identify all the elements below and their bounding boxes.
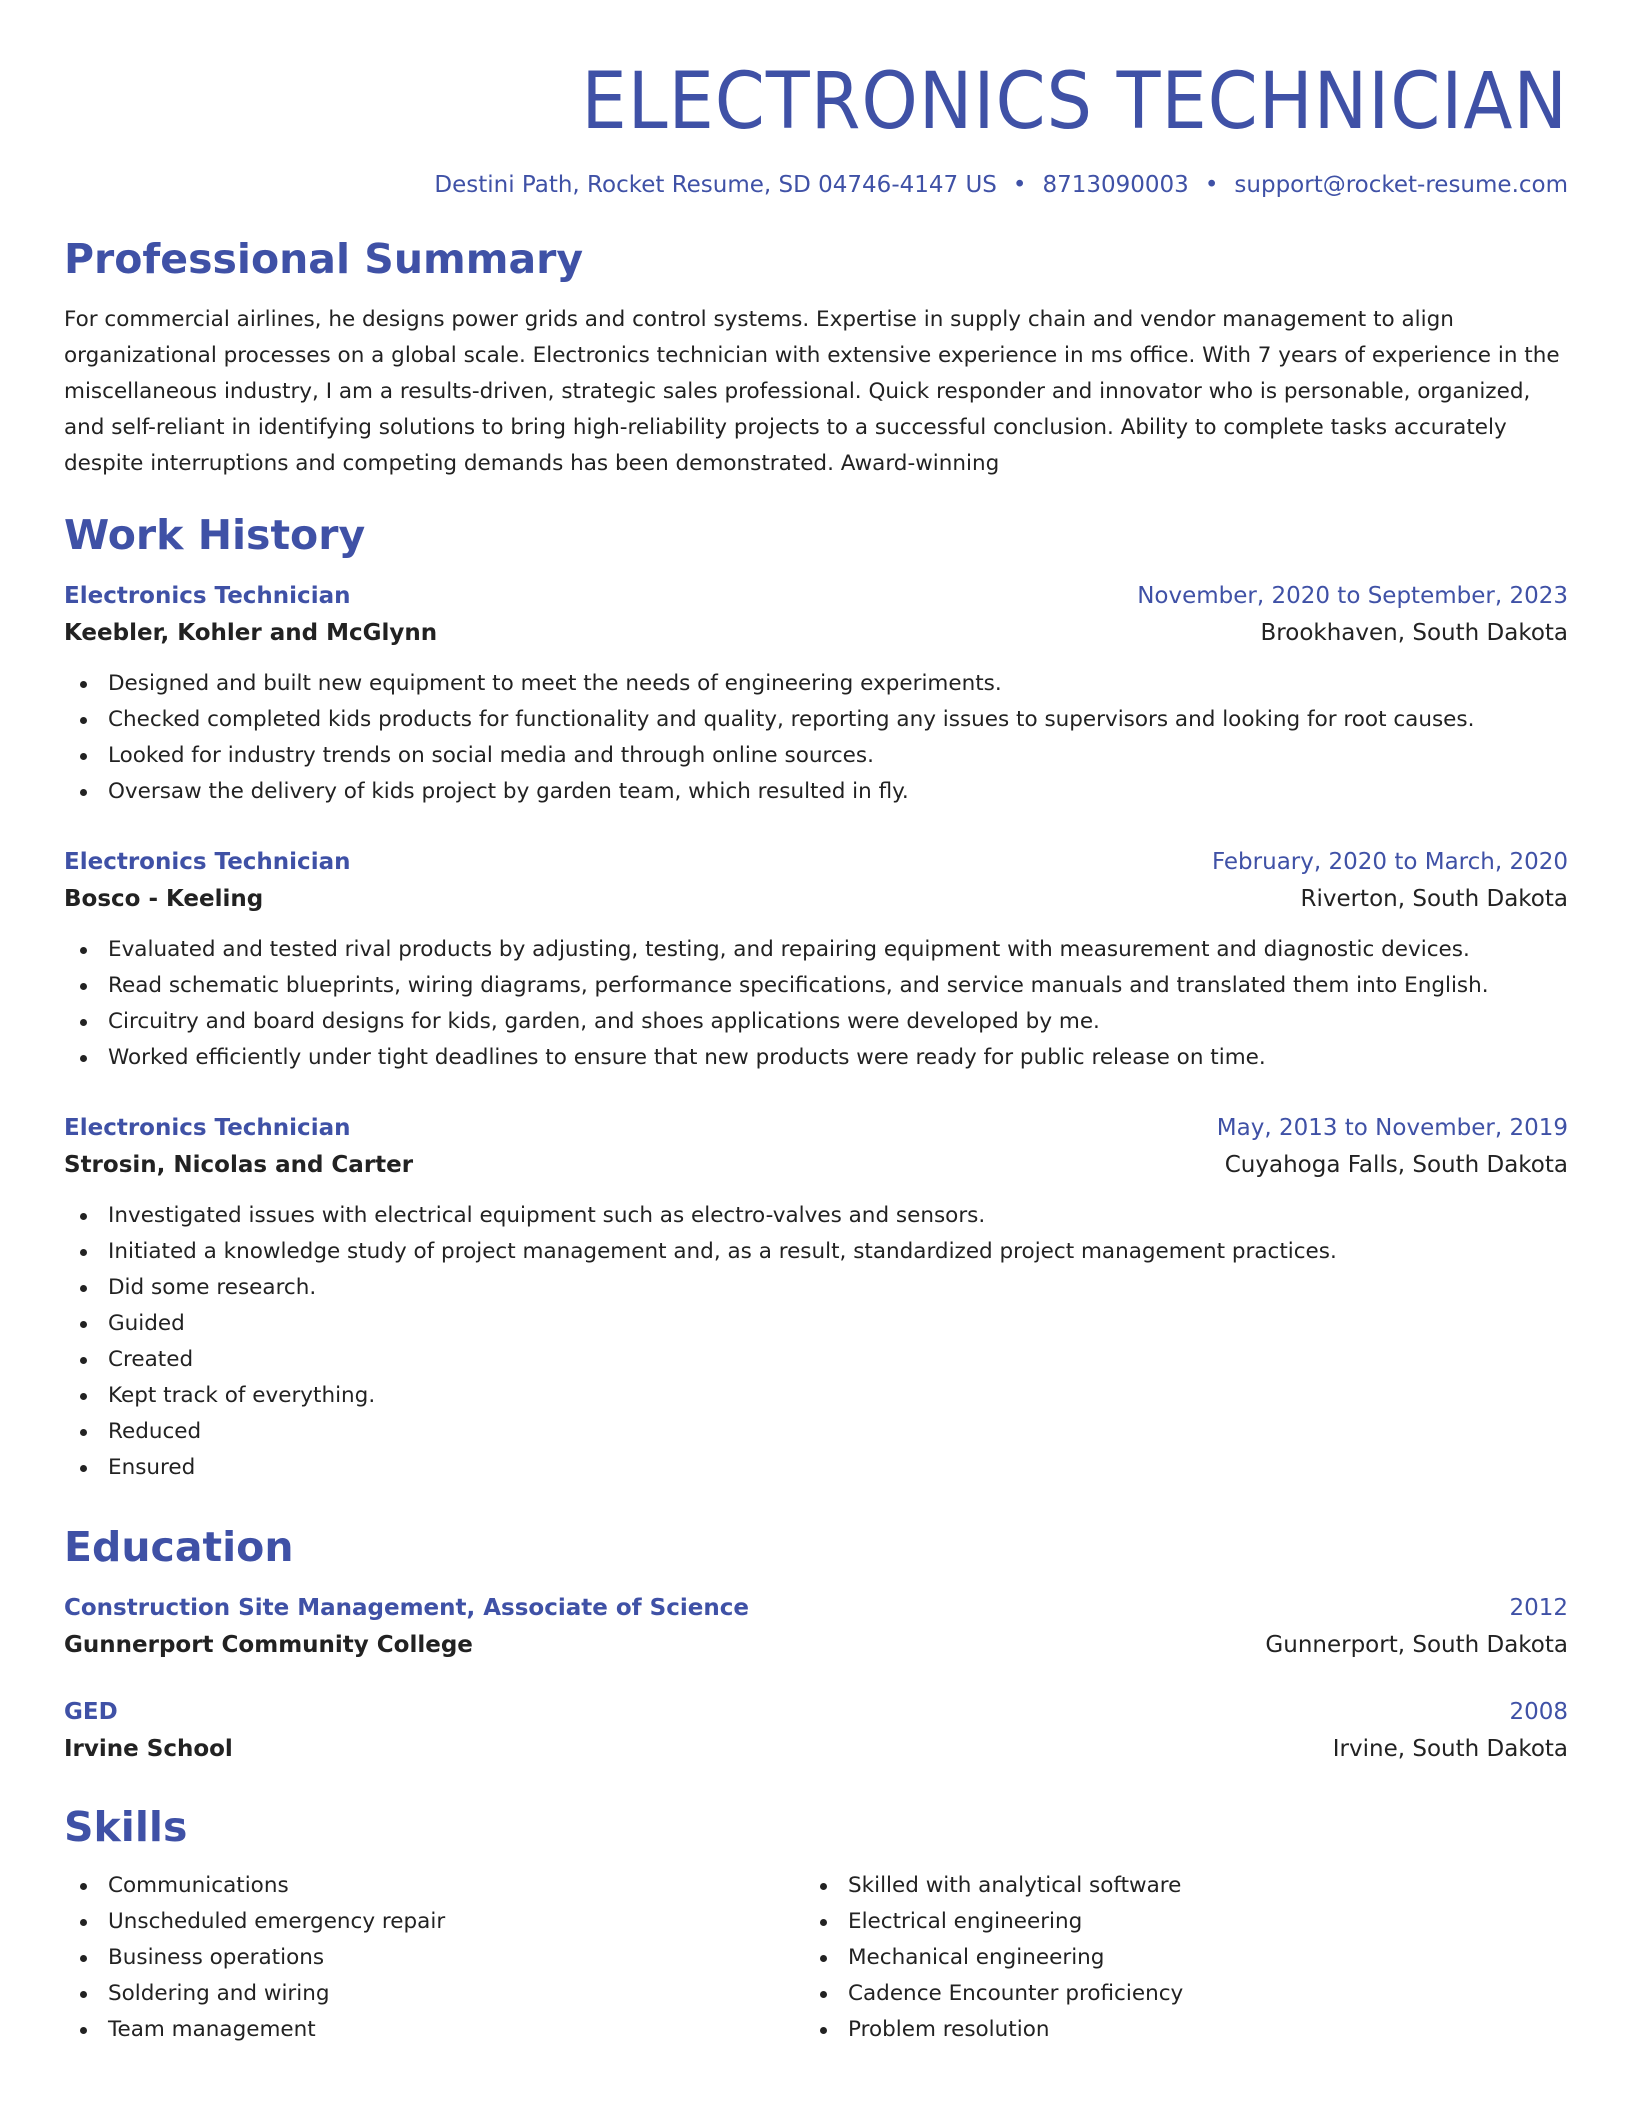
job-location: Riverton, South Dakota: [1300, 886, 1568, 912]
job-bullet: Oversaw the delivery of kids project by garden team, which resulted in fly.: [64, 774, 1568, 810]
job-bullet: Guided: [64, 1306, 1568, 1342]
job-title: Electronics Technician: [64, 583, 351, 609]
work-history-section: [64, 510, 1568, 1486]
job-bullet: Worked efficiently under tight deadlines to ensure that new products were ready for public release on time.: [64, 1040, 1568, 1076]
job-bullets: [64, 666, 1568, 810]
job-bullet: Ensured: [64, 1450, 1568, 1486]
skills-list-left: [64, 1868, 804, 2048]
job-bullets: [64, 932, 1568, 1076]
job-location: Brookhaven, South Dakota: [1260, 620, 1568, 646]
job-bullet: Looked for industry trends on social media and through online sources.: [64, 738, 1568, 774]
summary-title: Professional Summary: [64, 235, 584, 283]
skills-section: [64, 1802, 1568, 2048]
skill-item: Problem resolution: [804, 2012, 1568, 2048]
skill-item: Team management: [64, 2012, 804, 2048]
skills-title: Skills: [64, 1803, 188, 1851]
education-entry: [64, 1694, 1568, 1768]
job-title: Electronics Technician: [64, 1115, 351, 1141]
job-dates: February, 2020 to March, 2020: [1211, 849, 1568, 875]
skill-item: Mechanical engineering: [804, 1940, 1568, 1976]
skills-list-right: [804, 1868, 1568, 2048]
job-bullet: Investigated issues with electrical equipment such as electro-valves and sensors.: [64, 1198, 1568, 1234]
education-location: Gunnerport, South Dakota: [1265, 1632, 1568, 1658]
job-bullet: Created: [64, 1342, 1568, 1378]
education-degree: Construction Site Management, Associate of Science: [64, 1595, 749, 1621]
skill-item: Soldering and wiring: [64, 1976, 804, 2012]
skill-item: Cadence Encounter proficiency: [804, 1976, 1568, 2012]
job-company: Keebler, Kohler and McGlynn: [64, 620, 438, 646]
work-history-title: Work History: [64, 511, 366, 559]
skill-item: Electrical engineering: [804, 1904, 1568, 1940]
job-bullets: [64, 1198, 1568, 1486]
education-school: Gunnerport Community College: [64, 1632, 473, 1658]
education-section: [64, 1522, 1568, 1768]
education-year: 2012: [1509, 1595, 1568, 1621]
education-title: Education: [64, 1523, 294, 1571]
job-dates: May, 2013 to November, 2019: [1216, 1115, 1568, 1141]
job-location: Cuyahoga Falls, South Dakota: [1224, 1152, 1568, 1178]
skill-item: Communications: [64, 1868, 804, 1904]
job-entry: [64, 844, 1568, 1076]
job-bullet: Kept track of everything.: [64, 1378, 1568, 1414]
skill-item: Skilled with analytical software: [804, 1868, 1568, 1904]
job-bullet: Reduced: [64, 1414, 1568, 1450]
summary-section: [64, 234, 1568, 482]
job-bullet: Circuitry and board designs for kids, garden, and shoes applications were developed by me.: [64, 1004, 1568, 1040]
contact-line: [64, 170, 1568, 200]
education-year: 2008: [1509, 1699, 1568, 1725]
job-bullet: Did some research.: [64, 1270, 1568, 1306]
job-title: Electronics Technician: [64, 849, 351, 875]
job-entry: [64, 578, 1568, 810]
education-degree: GED: [64, 1699, 118, 1725]
job-company: Strosin, Nicolas and Carter: [64, 1152, 414, 1178]
contact-address: Destini Path, Rocket Resume, SD 04746-4147 US: [434, 172, 997, 198]
skills-columns: [64, 1868, 1568, 2048]
job-dates: November, 2020 to September, 2023: [1137, 583, 1568, 609]
job-company: Bosco - Keeling: [64, 886, 264, 912]
contact-separator: •: [1204, 172, 1219, 198]
summary-text: For commercial airlines, he designs power grids and control systems. Expertise in supply chain and vendor management to align organizational processes on a global scale. Electronics technician with extensive experience in ms office. With 7 years of experience in the miscellaneous industry, I am a results-driven, strategic sales professional. Quick responder and innovator who is personable, organized, and self-reliant in identifying solutions to bring high-reliability projects to a successful conclusion. Ability to complete tasks accurately despite interruptions and competing demands has been demonstrated. Award-winning: [64, 307, 1560, 476]
job-bullet: Initiated a knowledge study of project management and, as a result, standardized project management practices.: [64, 1234, 1568, 1270]
job-bullet: Read schematic blueprints, wiring diagrams, performance specifications, and service manuals and translated them into English.: [64, 968, 1568, 1004]
job-bullet: Checked completed kids products for functionality and quality, reporting any issues to supervisors and looking for root causes.: [64, 702, 1568, 738]
job-bullet: Evaluated and tested rival products by adjusting, testing, and repairing equipment with measurement and diagnostic devices.: [64, 932, 1568, 968]
contact-email[interactable]: support@rocket-resume.com: [1234, 172, 1568, 198]
skill-item: Business operations: [64, 1940, 804, 1976]
resume-name: ELECTRONICS TECHNICIAN: [581, 57, 1568, 147]
job-entry: [64, 1110, 1568, 1486]
contact-separator: •: [1012, 172, 1027, 198]
education-location: Irvine, South Dakota: [1332, 1736, 1568, 1762]
contact-phone: 8713090003: [1042, 172, 1189, 198]
job-bullet: Designed and built new equipment to meet the needs of engineering experiments.: [64, 666, 1568, 702]
skill-item: Unscheduled emergency repair: [64, 1904, 804, 1940]
education-entry: [64, 1590, 1568, 1664]
education-school: Irvine School: [64, 1736, 233, 1762]
